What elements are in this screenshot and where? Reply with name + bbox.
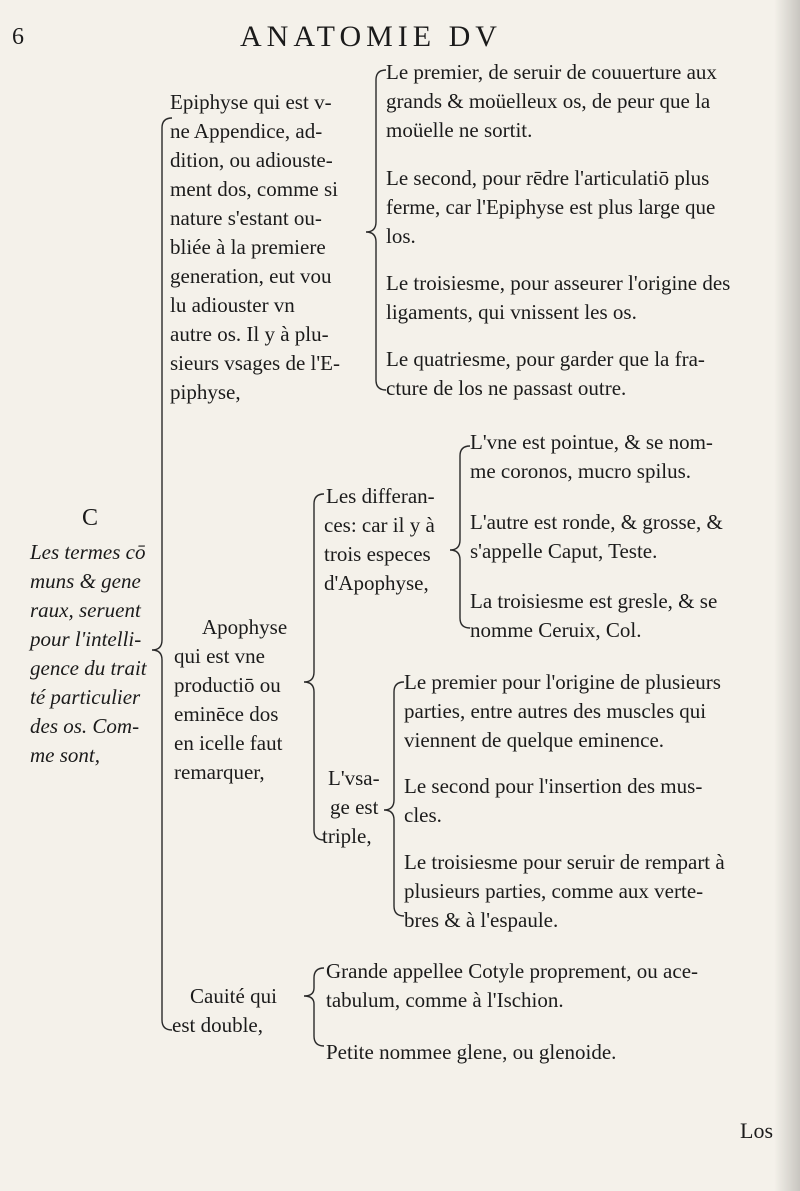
differences-label-line: ces: car il y à: [324, 513, 435, 537]
epiphyse-use-line: ferme, car l'Epiphyse est plus large que: [386, 195, 716, 219]
epiphyse-use-line: Le quatriesme, pour garder que la fra-: [386, 347, 705, 371]
usage-line: Le second pour l'insertion des mus-: [404, 774, 703, 798]
cavite-line: Cauité qui: [190, 984, 277, 1008]
cavite-kind-line: tabulum, comme à l'Ischion.: [326, 988, 564, 1012]
difference-line: La troisiesme est gresle, & se: [470, 589, 718, 613]
epiphyse-use-line: Le troisiesme, pour asseurer l'origine des: [386, 271, 731, 295]
difference-line: L'vne est pointue, & se nom-: [470, 430, 713, 454]
epiphyse-line: sieurs vsages de l'E-: [170, 351, 340, 375]
running-header: ANATOMIE DV: [240, 20, 502, 53]
usage-line: viennent de quelque eminence.: [404, 728, 665, 752]
usage-line: plusieurs parties, comme aux verte-: [404, 879, 704, 903]
differences-label-line: trois especes: [324, 542, 431, 566]
epiphyse-line: nature s'estant ou-: [170, 206, 322, 230]
cavite-kind-line: Grande appellee Cotyle proprement, ou ace-: [326, 959, 699, 983]
usage-label-line: L'vsa-: [328, 766, 380, 790]
difference-line: nomme Ceruix, Col.: [470, 618, 642, 642]
page-number: 6: [12, 24, 24, 50]
left-note-line: raux, seruent: [30, 598, 141, 622]
cavite-kind-line: Petite nommee glene, ou glenoide.: [326, 1040, 617, 1064]
difference-line: s'appelle Caput, Teste.: [470, 539, 658, 563]
difference-line: L'autre est ronde, & grosse, &: [470, 510, 723, 534]
epiphyse-uses-brace: [366, 70, 386, 390]
usage-line: parties, entre autres des muscles qui: [404, 699, 707, 723]
epiphyse-line: Epiphyse qui est v-: [170, 90, 332, 114]
difference-line: me coronos, mucro spilus.: [470, 459, 692, 483]
left-note-line: té particulier: [30, 685, 141, 709]
epiphyse-use-line: moüelle ne sortit.: [386, 118, 533, 142]
epiphyse-line: ment dos, comme si: [170, 177, 338, 201]
differences-label-line: d'Apophyse,: [324, 571, 429, 595]
signature-marker: C: [82, 505, 99, 531]
epiphyse-line: ne Appendice, ad-: [170, 119, 323, 143]
left-note-line: gence du trait: [30, 656, 147, 680]
apophyse-brace: [304, 494, 324, 840]
epiphyse-line: generation, eut vou: [170, 264, 332, 288]
epiphyse-line: bliée à la premiere: [170, 235, 326, 259]
cavite-line: est double,: [172, 1013, 263, 1037]
differences-brace: [450, 446, 470, 628]
usage-line: Le troisiesme pour seruir de rempart à: [404, 850, 725, 874]
epiphyse-use-line: los.: [386, 224, 416, 248]
usage-line: Le premier pour l'origine de plusieurs: [404, 670, 721, 694]
usage-label-line: triple,: [322, 824, 372, 848]
epiphyse-line: lu adiouster vn: [170, 293, 295, 317]
apophyse-line: en icelle faut: [174, 731, 283, 755]
epiphyse-use-line: Le second, pour rēdre l'articulatiō plus: [386, 166, 710, 190]
epiphyse-use-line: Le premier, de seruir de couuerture aux: [386, 60, 717, 84]
catchword: Los: [740, 1118, 773, 1143]
usages-brace: [384, 682, 404, 916]
left-note-line: des os. Com-: [30, 714, 140, 738]
epiphyse-use-line: cture de los ne passast outre.: [386, 376, 627, 400]
left-note-line: muns & gene: [30, 569, 141, 593]
main-brace: [152, 118, 172, 1030]
usage-label-line: ge est: [330, 795, 379, 819]
apophyse-line: qui est vne: [174, 644, 265, 668]
apophyse-line: productiō ou: [174, 673, 281, 697]
apophyse-line: remarquer,: [174, 760, 265, 784]
apophyse-line: eminēce dos: [174, 702, 279, 726]
cavite-brace: [304, 968, 324, 1046]
epiphyse-line: piphyse,: [170, 380, 241, 404]
epiphyse-use-line: grands & moüelleux os, de peur que la: [386, 89, 711, 113]
epiphyse-use-line: ligaments, qui vnissent les os.: [386, 300, 637, 324]
left-note-line: me sont,: [30, 743, 100, 767]
left-note-line: pour l'intelli-: [30, 627, 142, 651]
usage-line: bres & à l'espaule.: [404, 908, 559, 932]
usage-line: cles.: [404, 803, 442, 827]
apophyse-line: Apophyse: [202, 615, 288, 639]
epiphyse-line: dition, ou adiouste-: [170, 148, 333, 172]
differences-label-line: Les differan-: [326, 484, 435, 508]
left-note-line: Les termes cō: [30, 540, 146, 564]
epiphyse-line: autre os. Il y à plu-: [170, 322, 329, 346]
